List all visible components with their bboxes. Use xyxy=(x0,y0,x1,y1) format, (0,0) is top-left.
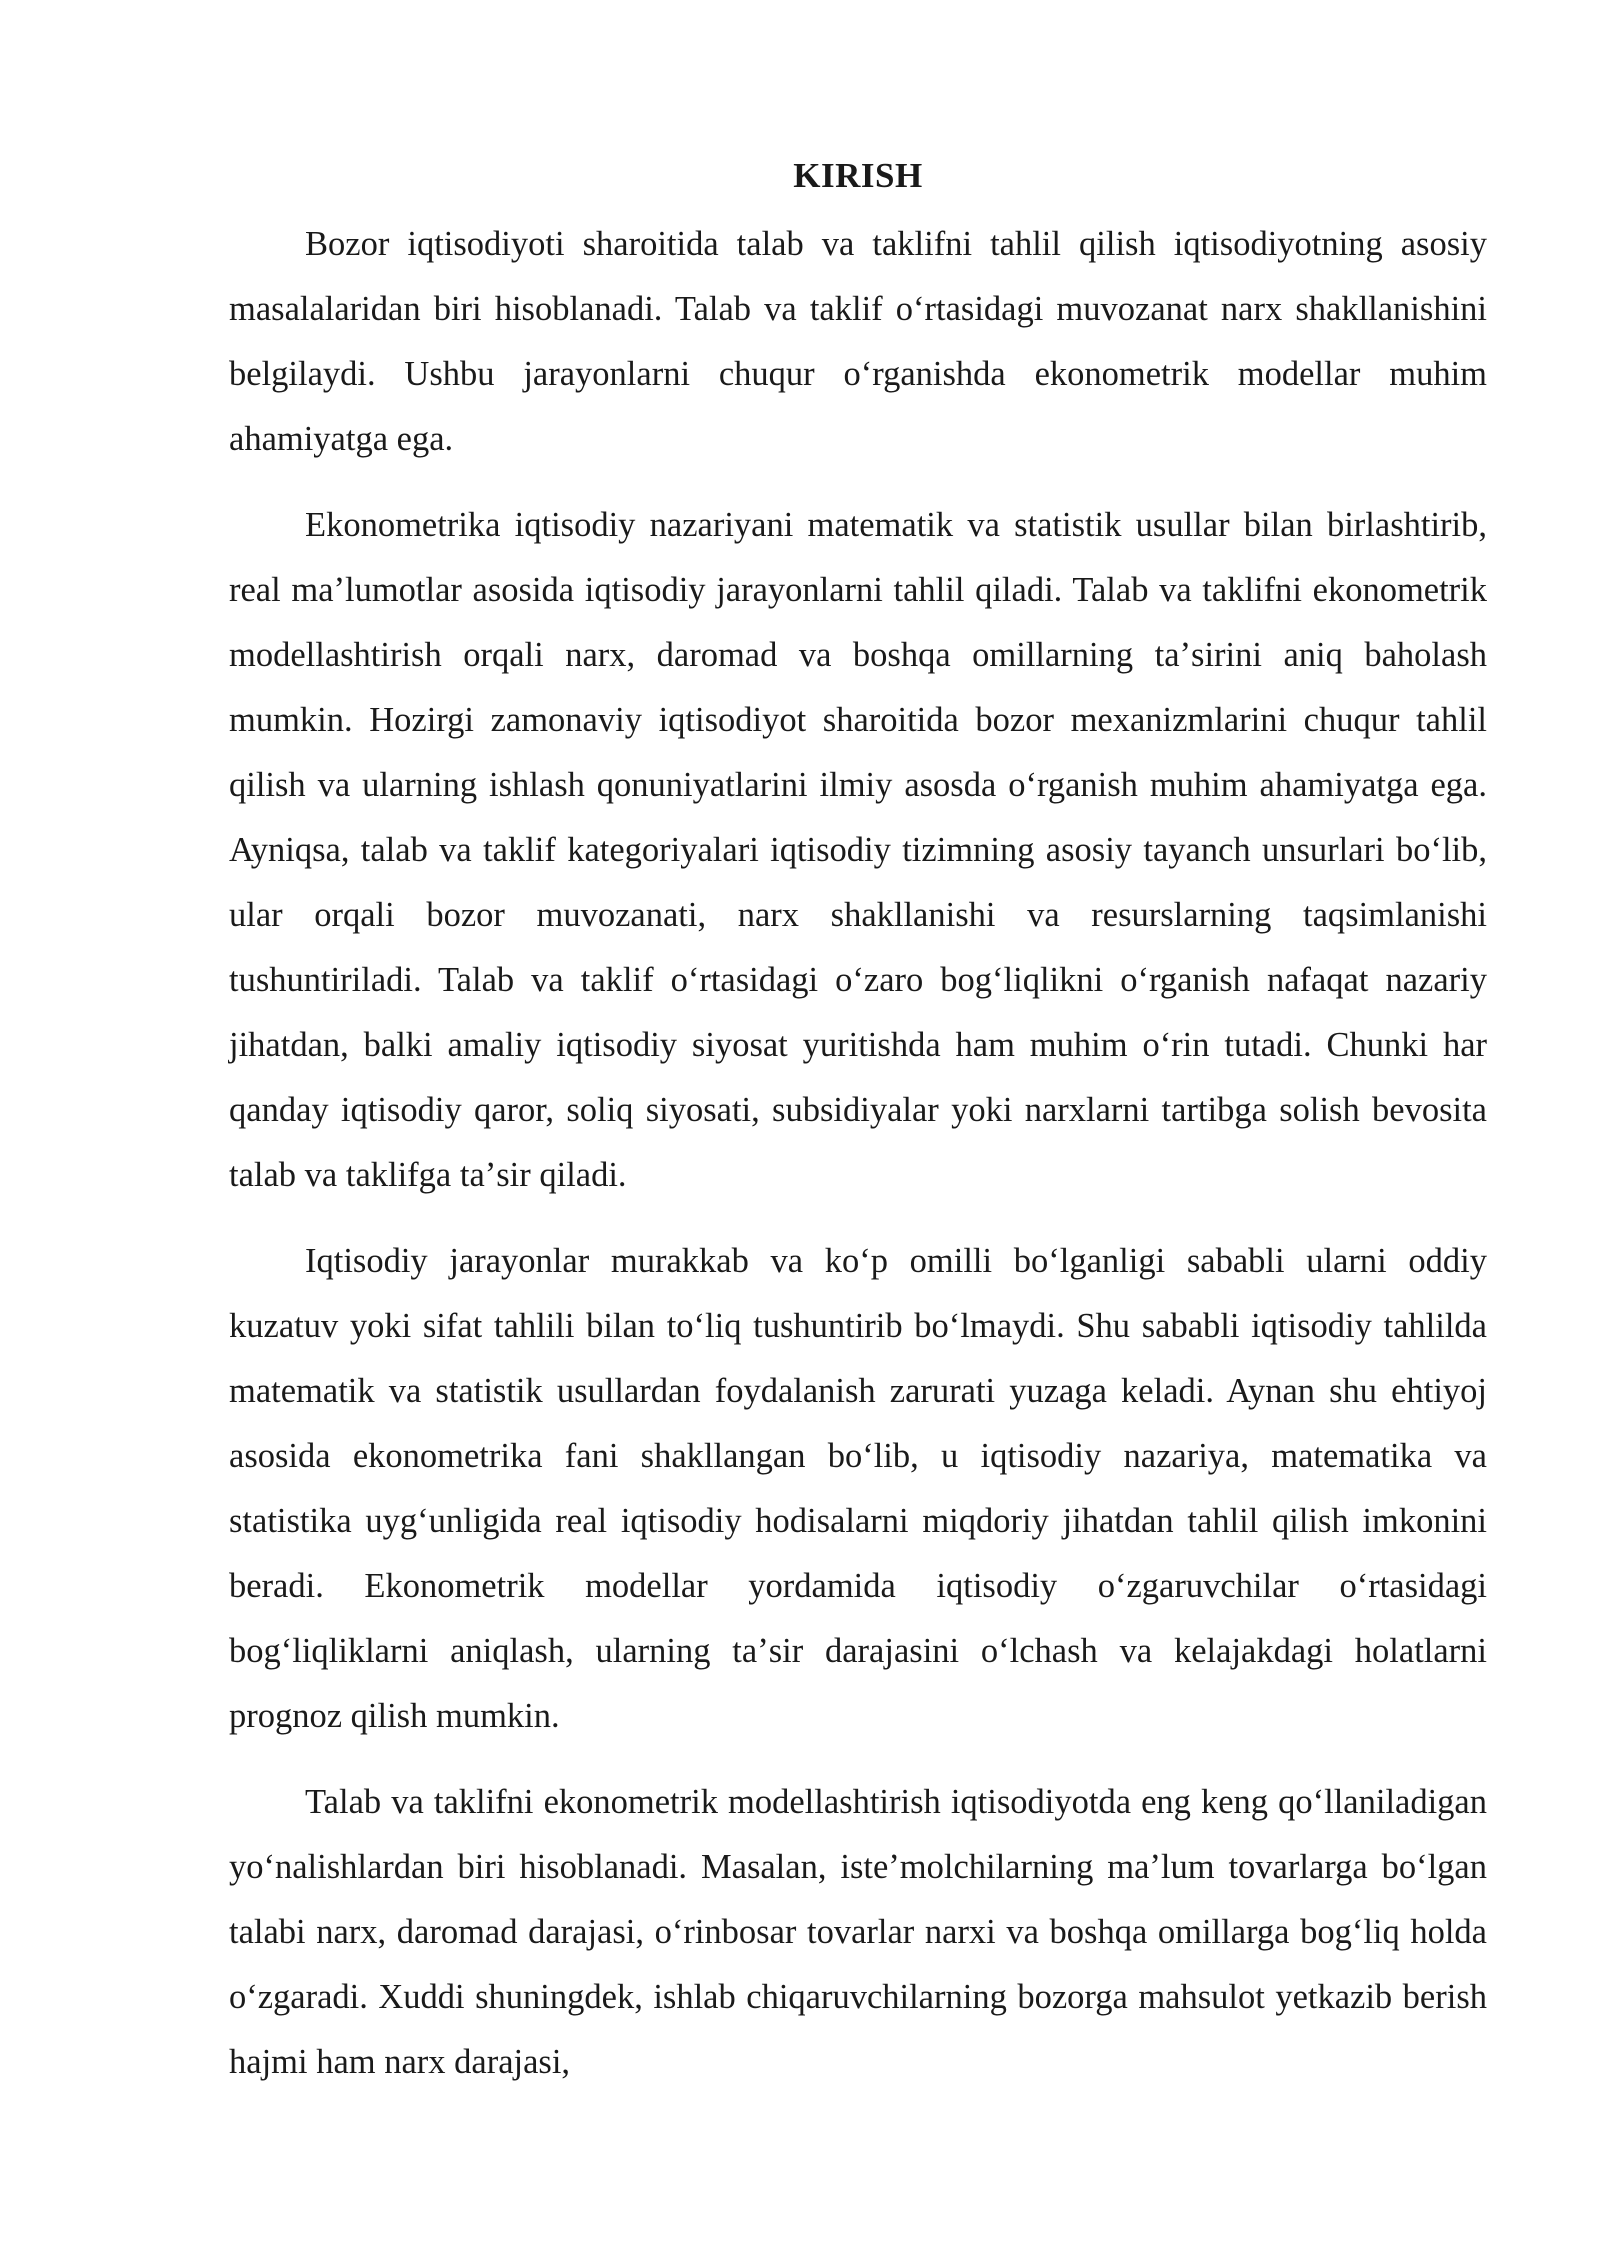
paragraph-4: Talab va taklifni ekonometrik modellashtirish iqtisodiyotda eng keng qoʻllaniladigan yoʻnalishlardan biri hisoblanadi. Masalan, isteʼmolchilarning maʼlum tovarlarga boʻlgan talabi narx, daromad darajasi, oʻrinbosar tovarlar narxi va boshqa omillarga bogʻliq holda oʻzgaradi. Xuddi shuningdek, ishlab chiqaruvchilarning bozorga mahsulot yetkazib berish hajmi ham narx darajasi, xyxy=(229,1783,1487,2081)
paragraph-3: Iqtisodiy jarayonlar murakkab va koʻp omilli boʻlganligi sababli ularni oddiy kuzatuv yoki sifat tahlili bilan toʻliq tushuntirib boʻlmaydi. Shu sababli iqtisodiy tahlilda matematik va statistik usullardan foydalanish zarurati yuzaga keladi. Aynan shu ehtiyoj asosida ekonometrika fani shakllangan boʻlib, u iqtisodiy nazariya, matematika va statistika uygʻunligida real iqtisodiy hodisalarni miqdoriy jihatdan tahlil qilish imkonini beradi. Ekonometrik modellar yordamida iqtisodiy oʻzgaruvchilar oʻrtasidagi bogʻliqliklarni aniqlash, ularning taʼsir darajasini oʻlchash va kelajakdagi holatlarni prognoz qilish mumkin. xyxy=(229,1242,1487,1735)
paragraph-1: Bozor iqtisodiyoti sharoitida talab va taklifni tahlil qilish iqtisodiyotning asosiy masalalaridan biri hisoblanadi. Talab va taklif oʻrtasidagi muvozanat narx shakllanishini belgilaydi. Ushbu jarayonlarni chuqur oʻrganishda ekonometrik modellar muhim ahamiyatga ega. xyxy=(229,225,1487,458)
paragraph-2: Ekonometrika iqtisodiy nazariyani matematik va statistik usullar bilan birlashtirib, real maʼlumotlar asosida iqtisodiy jarayonlarni tahlil qiladi. Talab va taklifni ekonometrik modellashtirish orqali narx, daromad va boshqa omillarning taʼsirini aniq baholash mumkin. Hozirgi zamonaviy iqtisodiyot sharoitida bozor mexanizmlarini chuqur tahlil qilish va ularning ishlash qonuniyatlarini ilmiy asosda oʻrganish muhim ahamiyatga ega. Ayniqsa, talab va taklif kategoriyalari iqtisodiy tizimning asosiy tayanch unsurlari boʻlib, ular orqali bozor muvozanati, narx shakllanishi va resurslarning taqsimlanishi tushuntiriladi. Talab va taklif oʻrtasidagi oʻzaro bogʻliqlikni oʻrganish nafaqat nazariy jihatdan, balki amaliy iqtisodiy siyosat yuritishda ham muhim oʻrin tutadi. Chunki har qanday iqtisodiy qaror, soliq siyosati, subsidiyalar yoki narxlarni tartibga solish bevosita talab va taklifga taʼsir qiladi. xyxy=(229,506,1487,1194)
document-body xyxy=(229,150,1487,2116)
document-title: KIRISH xyxy=(793,156,923,195)
